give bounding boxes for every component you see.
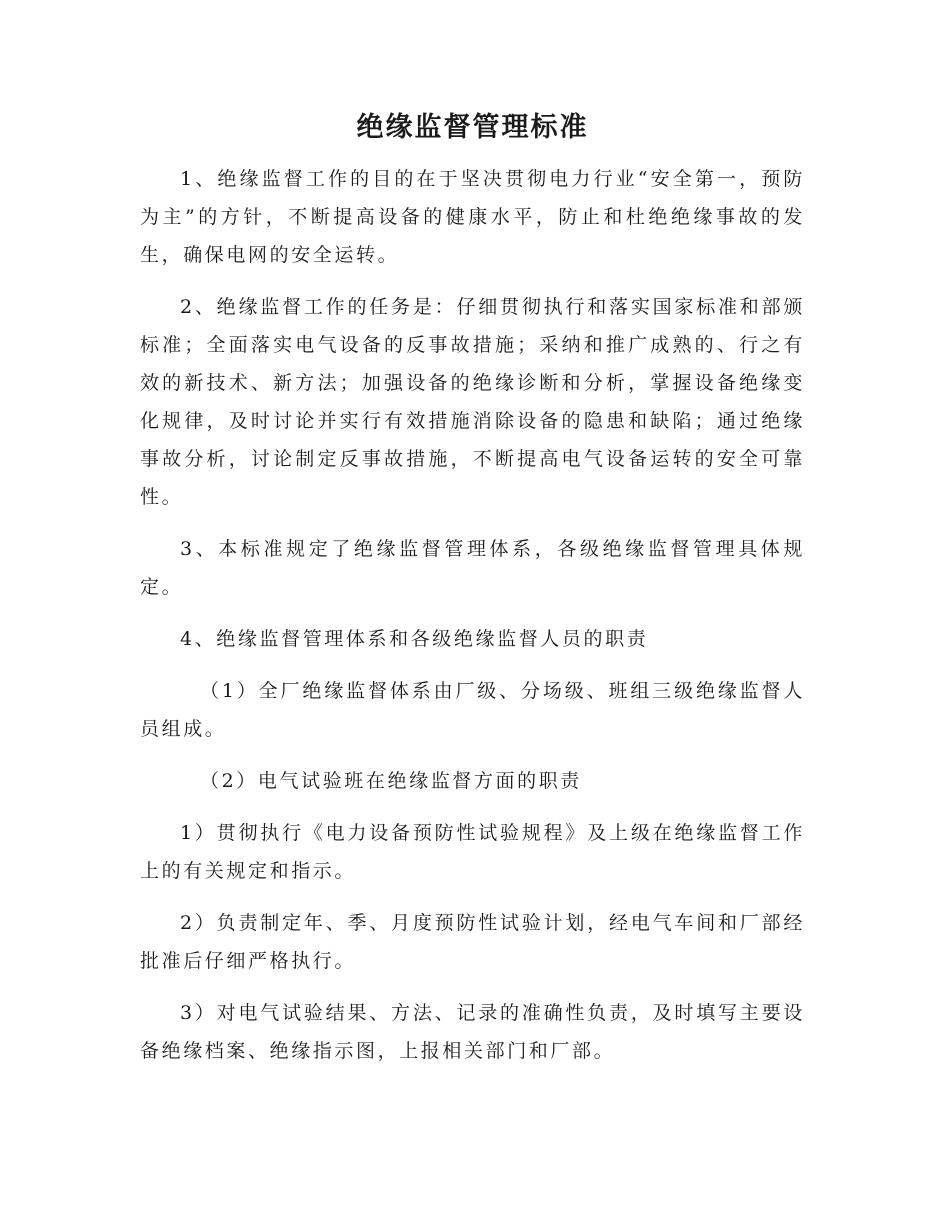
paragraph-scope: 3、本标准规定了绝缘监督管理体系，各级绝缘监督管理具体规定。 bbox=[140, 538, 805, 598]
paragraph-duty-1: 1）贯彻执行《电力设备预防性试验规程》及上级在绝缘监督工作上的有关规定和指示。 bbox=[140, 822, 805, 882]
paragraph-purpose: 1、绝缘监督工作的目的在于坚决贯彻电力行业“安全第一，预防为主”的方针，不断提高设备的健康水平，防止和杜绝绝缘事故的发生，确保电网的安全运转。 bbox=[140, 168, 805, 266]
paragraph-item-1: （1）全厂绝缘监督体系由厂级、分场级、班组三级绝缘监督人员组成。 bbox=[140, 680, 805, 740]
paragraph-item-2: （2）电气试验班在绝缘监督方面的职责 bbox=[200, 770, 582, 792]
paragraph-duty-2: 2）负责制定年、季、月度预防性试验计划，经电气车间和厂部经批准后仔细严格执行。 bbox=[140, 912, 805, 972]
document-page bbox=[140, 108, 805, 1084]
document-title: 绝缘监督管理标准 bbox=[356, 112, 589, 143]
paragraph-duty-3: 3）对电气试验结果、方法、记录的准确性负责，及时填写主要设备绝缘档案、绝缘指示图，上报相关部门和厂部。 bbox=[140, 1002, 805, 1062]
paragraph-system-heading: 4、绝缘监督管理体系和各级绝缘监督人员的职责 bbox=[180, 628, 649, 650]
paragraph-tasks: 2、绝缘监督工作的任务是：仔细贯彻执行和落实国家标准和部颁标准；全面落实电气设备的反事故措施；采纳和推广成熟的、行之有效的新技术、新方法；加强设备的绝缘诊断和分析，掌握设备绝缘变化规律，及时讨论并实行有效措施消除设备的隐患和缺陷；通过绝缘事故分析，讨论制定反事故措施，不断提高电气设备运转的安全可靠性。 bbox=[140, 296, 805, 508]
